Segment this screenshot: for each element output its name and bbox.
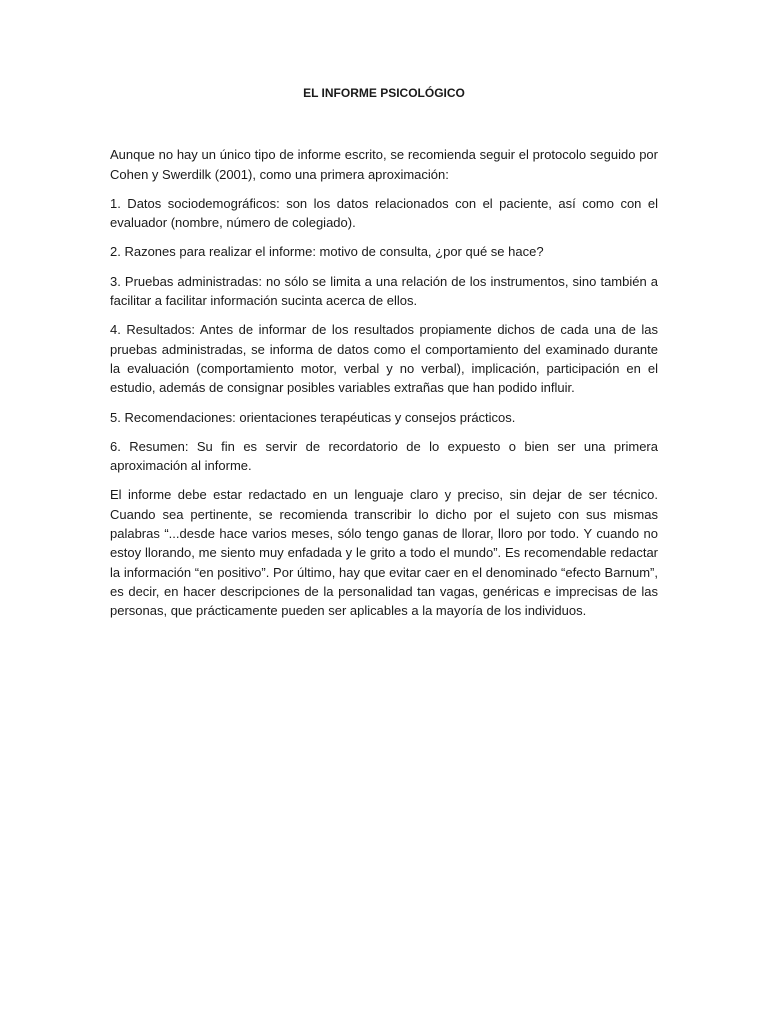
paragraph-item-3: 3. Pruebas administradas: no sólo se limita a una relación de los instrumentos, sino también a facilitar a facilitar información sucinta acerca de ellos.	[110, 273, 658, 309]
paragraph-intro: Aunque no hay un único tipo de informe escrito, se recomienda seguir el protocolo seguido por Cohen y Swerdilk (2001), como una primera aproximación:	[110, 147, 658, 182]
paragraph-item-1: 1. Datos sociodemográficos: son los datos relacionados con el paciente, así como con el evaluador (nombre, número de colegiado).	[110, 195, 658, 231]
document-title: EL INFORME PSICOLÓGICO	[303, 86, 465, 100]
paragraph-item-2: 2. Razones para realizar el informe: motivo de consulta, ¿por qué se hace?	[110, 244, 544, 260]
document-page	[110, 84, 658, 631]
paragraph-item-5: 5. Recomendaciones: orientaciones terapéuticas y consejos prácticos.	[110, 409, 516, 425]
paragraph-conclusion: El informe debe estar redactado en un lenguaje claro y preciso, sin dejar de ser técnico. Cuando sea pertinente, se recomienda transcribir lo dicho por el sujeto con sus mismas palabras “...desde hace varios meses, sólo tengo ganas de llorar, lloro por todo. Y cuando no estoy llorando, me siento muy enfadada y le grito a todo el mundo”. Es recomendable redactar la información “en positivo”. Por último, hay que evitar caer en el denominado “efecto Barnum”, es decir, en hacer descripciones de la personalidad tan vagas, genéricas e imprecisas de las personas, que prácticamente pueden ser aplicables a la mayoría de los individuos.	[110, 487, 658, 619]
paragraph-item-6: 6. Resumen: Su fin es servir de recordatorio de lo expuesto o bien ser una primera aproximación al informe.	[110, 438, 658, 474]
paragraph-item-4: 4. Resultados: Antes de informar de los resultados propiamente dichos de cada una de las pruebas administradas, se informa de datos como el comportamiento del examinado durante la evaluación (comportamiento motor, verbal y no verbal), implicación, participación en el estudio, además de consignar posibles variables extrañas que han podido influir.	[110, 322, 658, 396]
